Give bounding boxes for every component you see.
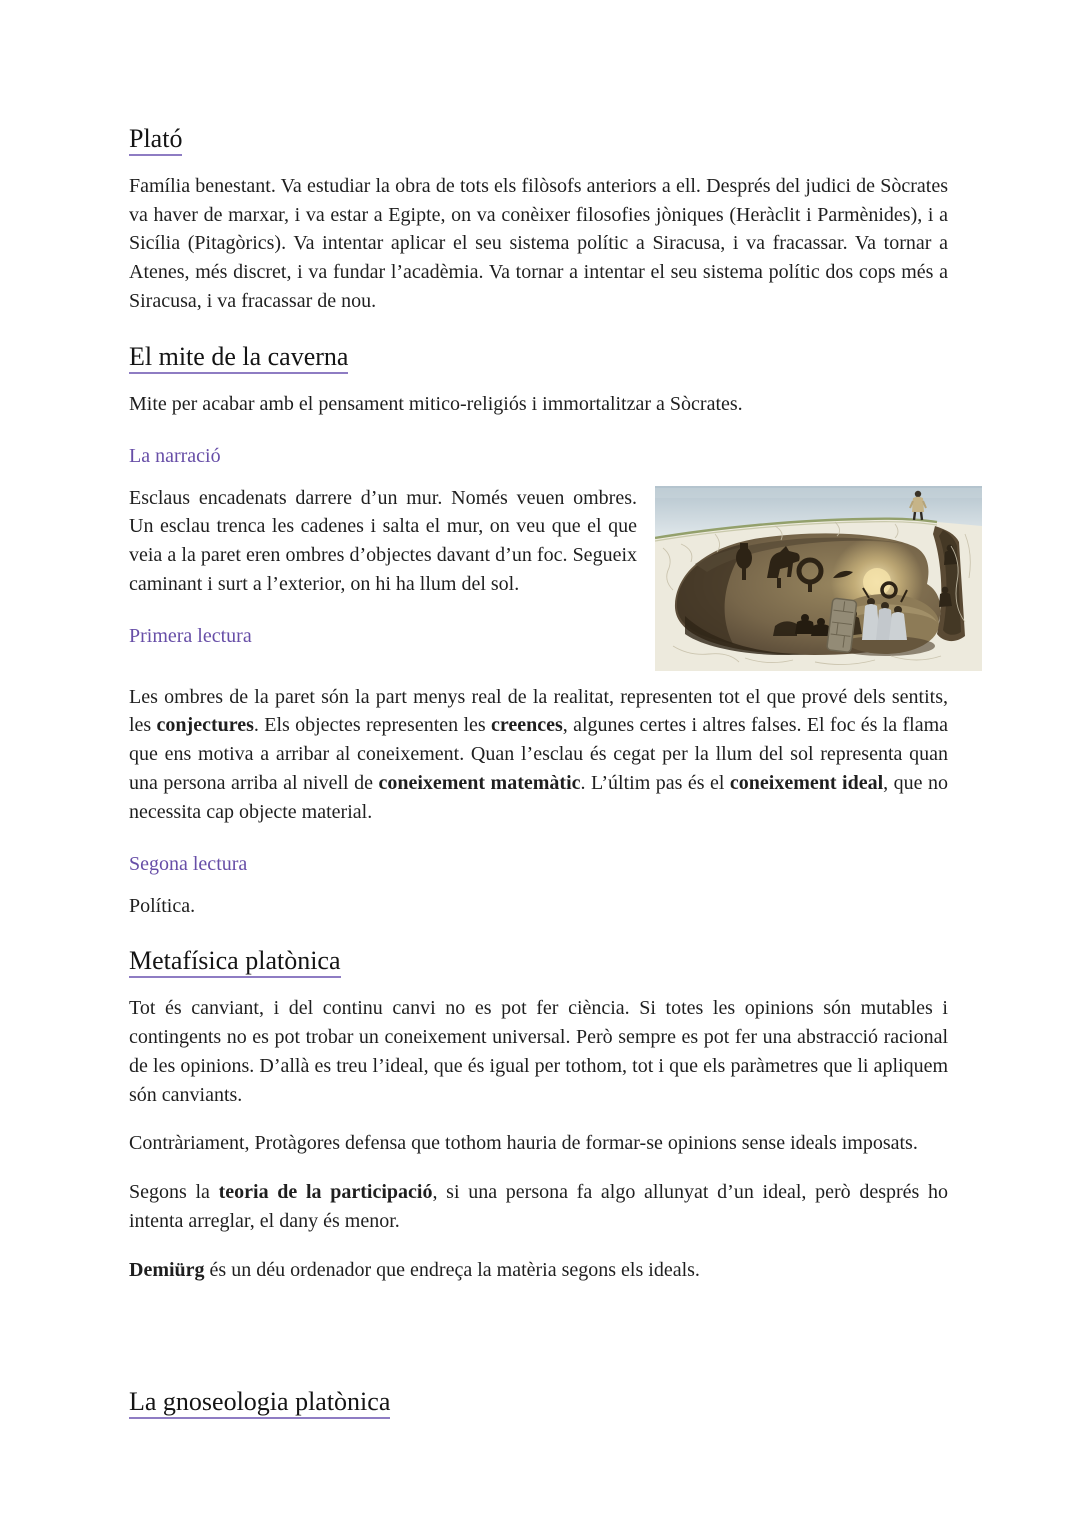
bold-term-coneixement-matematic: coneixement matemàtic [378, 771, 581, 794]
narracio-paragraph: Esclaus encadenats darrere d’un mur. Només veuen ombres. Un esclau trenca les cadenes i salta el mur, on veu que el que veia a la paret eren ombres d’objectes davant d’un foc. Segueix caminant i surt a l’exterior, on hi ha llum del sol. [129, 486, 637, 595]
bold-term-demiurg: Demiürg [129, 1258, 205, 1281]
page-title-text: Plató [129, 124, 182, 156]
heading-mite-caverna-text: El mite de la caverna [129, 342, 348, 374]
metafisica-paragraph-2: Contràriament, Protàgores defensa que tothom hauria de formar-se opinions sense ideals imposats. [129, 1132, 918, 1155]
subheading-segona-lectura: Segona lectura [129, 852, 248, 875]
heading-metafisica-text: Metafísica platònica [129, 946, 341, 978]
text-run: , si una persona fa algo allunyat d’un ideal, però després ho intenta arreglar, el dany és menor. [129, 1181, 949, 1233]
text-run: . Els objectes representen les [253, 714, 491, 737]
primera-lectura-paragraph [129, 683, 948, 827]
bold-term-creences: creences [490, 714, 563, 737]
subheading-primera-lectura: Primera lectura [129, 624, 252, 647]
heading-gnoseologia [129, 1387, 948, 1417]
cave-allegory-illustration [655, 486, 982, 671]
mite-intro-paragraph: Mite per acabar amb el pensament mitico-religiós i immortalitzar a Sòcrates. [129, 392, 743, 415]
segona-lectura-paragraph: Política. [129, 894, 196, 917]
text-run: Les ombres de la paret són la part menys real de la realitat, representen tot el que prové dels sentits, les [129, 685, 948, 737]
text-run: . L’últim pas és el [580, 771, 730, 794]
metafisica-paragraph-4 [129, 1256, 948, 1285]
bold-term-coneixement-ideal: coneixement ideal [729, 771, 884, 794]
heading-metafisica [129, 946, 948, 976]
bold-term-teoria-participacio: teoria de la participació [218, 1181, 433, 1204]
cave-allegory-image [655, 486, 982, 671]
subheading-la-narracio: La narració [129, 444, 221, 467]
page-title [129, 124, 948, 154]
metafisica-paragraph-3 [129, 1178, 948, 1236]
metafisica-paragraph-1: Tot és canviant, i del continu canvi no es pot fer ciència. Si totes les opinions són mutables i contingents no es pot trobar un coneixement universal. Però sempre es pot fer una abstracció racional de les opinions. D’allà es treu l’ideal, que és igual per tothom, tot i que els paràmetres que li apliquem són canviants. [129, 997, 948, 1106]
heading-mite-caverna [129, 342, 948, 372]
text-run: , algunes certes i altres falses. El foc és la flama que ens motiva a arribar al coneixement. Quan l’esclau és cegat per la llum del sol representa quan una persona arriba al nivell de [129, 714, 949, 794]
bold-term-conjectures: conjectures [156, 714, 254, 737]
heading-gnoseologia-text: La gnoseologia platònica [129, 1387, 390, 1419]
text-run: és un déu ordenador que endreça la matèria segons els ideals. [204, 1258, 700, 1281]
text-run: , que no necessita cap objecte material. [129, 771, 948, 823]
intro-paragraph: Família benestant. Va estudiar la obra de tots els filòsofs anteriors a ell. Després del judici de Sòcrates va haver de marxar, i va estar a Egipte, on va conèixer filosofies jòniques (Heràclit i Parmènides), i a Sicília (Pitagòrics). Va intentar aplicar el seu sistema polític a Siracusa, i va fracassar. Va tornar a Atenes, més discret, i va fundar l’acadèmia. Va tornar a intentar el seu sistema polític dos cops més a Siracusa, i va fracassar de nou. [129, 174, 948, 313]
text-run: Segons la [129, 1181, 219, 1204]
